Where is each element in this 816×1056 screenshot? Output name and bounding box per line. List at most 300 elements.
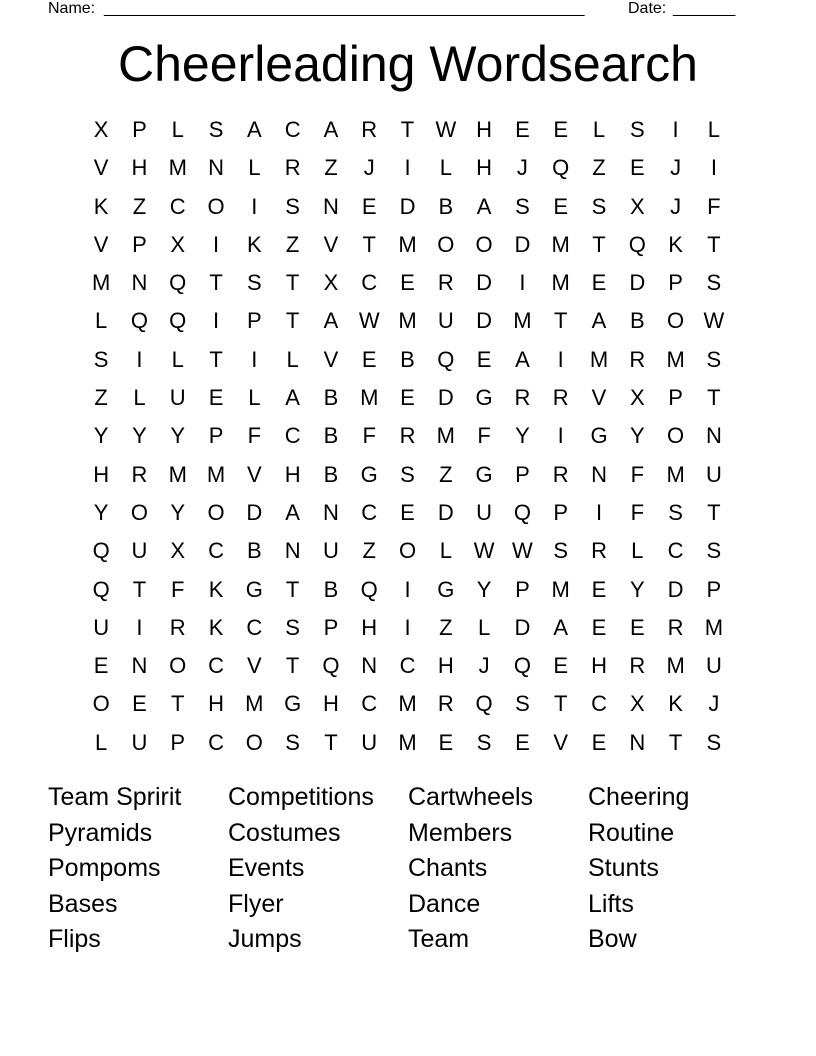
grid-letter: E — [515, 729, 530, 755]
grid-letter: Z — [94, 385, 108, 411]
grid-letter: M — [513, 308, 532, 334]
grid-letter: X — [629, 691, 645, 717]
grid-letter: T — [285, 653, 300, 679]
grid-letter: N — [131, 270, 148, 296]
grid-letter: X — [170, 231, 186, 257]
grid-letter: L — [171, 346, 184, 372]
grid-letter: D — [514, 614, 531, 640]
grid-letter: M — [360, 385, 379, 411]
grid-letter: Y — [629, 576, 645, 602]
grid-letter: F — [707, 193, 721, 219]
grid-letter: T — [707, 499, 721, 525]
grid-letter: F — [362, 423, 376, 449]
grid-letter: R — [629, 653, 646, 679]
grid-letter: K — [668, 691, 683, 717]
grid-letter: N — [705, 423, 722, 449]
grid-letter: L — [95, 308, 108, 334]
grid-letter: Q — [475, 691, 493, 717]
grid-letter: E — [515, 117, 530, 142]
word-list-item: Costumes — [228, 818, 341, 847]
grid-letter: O — [169, 653, 187, 679]
word-list-item: Team — [408, 925, 470, 954]
grid-letter: R — [284, 155, 301, 181]
grid-letter: Z — [324, 155, 338, 181]
grid-letter: C — [208, 729, 224, 755]
letter-grid — [82, 111, 734, 762]
grid-letter: H — [93, 461, 110, 487]
grid-letter: B — [629, 308, 645, 334]
grid-letter: M — [398, 231, 417, 257]
grid-letter: M — [206, 461, 226, 487]
grid-letter: G — [284, 691, 302, 717]
grid-letter: C — [361, 691, 378, 717]
grid-letter: G — [437, 576, 455, 602]
grid-letter: E — [591, 614, 607, 640]
grid-letter: T — [324, 729, 338, 755]
grid-letter: X — [629, 193, 645, 219]
grid-letter: Z — [285, 231, 300, 257]
grid-letter: M — [704, 614, 724, 640]
grid-letter: W — [473, 538, 495, 564]
grid-letter: D — [437, 385, 454, 411]
grid-letter: V — [246, 653, 262, 679]
grid-letter: L — [707, 117, 721, 142]
grid-letter: T — [707, 385, 721, 411]
grid-letter: M — [436, 423, 455, 449]
grid-letter: P — [170, 729, 186, 755]
grid-letter: V — [323, 231, 339, 257]
grid-letter: T — [209, 270, 223, 296]
grid-letter: M — [551, 270, 570, 296]
grid-letter: E — [361, 346, 377, 372]
grid-letter: P — [132, 117, 147, 142]
grid-letter: F — [630, 499, 645, 525]
grid-letter: Y — [170, 423, 186, 449]
grid-letter: E — [438, 729, 454, 755]
grid-letter: W — [512, 538, 533, 564]
grid-letter: Y — [515, 423, 530, 449]
grid-letter: F — [477, 423, 491, 449]
word-list-item: Members — [408, 818, 513, 847]
grid-letter: P — [246, 308, 262, 334]
grid-letter: J — [670, 155, 682, 181]
grid-letter: U — [169, 385, 186, 411]
grid-letter: M — [666, 346, 685, 372]
grid-letter: Q — [513, 653, 531, 679]
word-list-item: Bow — [588, 925, 637, 954]
grid-letter: S — [285, 193, 300, 219]
grid-letter: A — [246, 117, 262, 142]
word-list-item: Competitions — [228, 783, 374, 811]
grid-letter: L — [631, 538, 644, 564]
grid-letter: E — [400, 385, 415, 411]
grid-letter: Y — [629, 423, 645, 449]
grid-letter: D — [399, 193, 416, 219]
grid-letter: Y — [93, 499, 109, 525]
grid-letter: L — [439, 538, 452, 564]
grid-letter: Y — [476, 576, 492, 602]
grid-letter: I — [136, 614, 143, 640]
grid-letter: C — [208, 538, 224, 564]
grid-letter: G — [245, 576, 263, 602]
grid-letter: G — [475, 385, 493, 411]
grid-letter: I — [404, 576, 411, 602]
date-label: Date: — [628, 0, 667, 17]
grid-letter: L — [477, 614, 491, 640]
word-list-item: Flyer — [228, 889, 284, 918]
grid-letter: M — [666, 653, 685, 679]
grid-letter: S — [285, 729, 300, 755]
grid-letter: D — [629, 270, 646, 296]
grid-letter: A — [553, 614, 569, 640]
grid-letter: T — [285, 576, 300, 602]
grid-letter: I — [519, 270, 526, 296]
grid-letter: J — [670, 193, 682, 219]
word-list-item: Pompoms — [48, 854, 161, 883]
grid-letter: W — [703, 308, 725, 334]
grid-letter: U — [131, 538, 148, 564]
grid-letter: T — [668, 729, 683, 755]
grid-letter: E — [132, 691, 147, 717]
word-list-item: Team Spririt — [48, 783, 182, 811]
word-list-item: Lifts — [588, 889, 634, 918]
grid-letter: T — [553, 691, 568, 717]
grid-letter: D — [246, 499, 263, 525]
grid-letter: M — [398, 729, 417, 755]
grid-letter: T — [285, 308, 300, 334]
grid-letter: O — [667, 308, 685, 334]
grid-letter: H — [437, 653, 454, 679]
grid-letter: S — [706, 729, 722, 755]
grid-letter: S — [629, 117, 645, 142]
grid-letter: P — [323, 614, 339, 640]
grid-letter: Q — [169, 308, 187, 334]
grid-letter: C — [667, 538, 684, 564]
grid-letter: E — [591, 729, 607, 755]
grid-letter: V — [246, 461, 262, 487]
grid-letter: H — [131, 155, 148, 181]
grid-letter: K — [668, 231, 683, 257]
grid-letter: H — [322, 691, 339, 717]
word-list-item: Stunts — [588, 854, 659, 883]
grid-letter: E — [629, 155, 645, 181]
grid-letter: E — [591, 576, 607, 602]
grid-letter: S — [246, 270, 262, 296]
grid-letter: Q — [437, 346, 455, 372]
grid-letter: S — [400, 461, 415, 487]
grid-letter: U — [705, 461, 722, 487]
grid-letter: T — [132, 576, 147, 602]
word-list-item: Cheering — [588, 783, 690, 811]
grid-letter: Q — [360, 576, 378, 602]
grid-letter: Z — [439, 461, 453, 487]
grid-letter: O — [92, 691, 110, 717]
grid-letter: H — [591, 653, 607, 679]
grid-letter: I — [404, 155, 411, 181]
grid-letter: J — [478, 653, 490, 679]
grid-row — [82, 188, 734, 226]
word-list-item: Chants — [408, 854, 488, 883]
grid-letter: Z — [362, 538, 376, 564]
grid-row — [82, 685, 734, 723]
grid-letter: B — [246, 538, 262, 564]
grid-letter: L — [133, 385, 146, 411]
grid-letter: M — [168, 155, 187, 181]
grid-letter: M — [91, 270, 111, 296]
grid-letter: H — [208, 691, 224, 717]
grid-row — [82, 379, 734, 417]
word-list-item: Dance — [408, 889, 481, 918]
grid-letter: L — [592, 117, 606, 142]
name-label: Name: — [48, 0, 96, 17]
grid-letter: I — [251, 346, 258, 372]
grid-letter: S — [515, 691, 530, 717]
word-list-item: Events — [228, 854, 305, 883]
grid-letter: O — [130, 499, 148, 525]
grid-row — [82, 149, 734, 187]
grid-letter: U — [476, 499, 493, 525]
grid-letter: D — [476, 308, 493, 334]
grid-letter: O — [475, 231, 493, 257]
grid-row — [82, 647, 734, 685]
grid-letter: G — [590, 423, 608, 449]
grid-letter: U — [93, 614, 110, 640]
word-list-item: Routine — [588, 818, 675, 847]
grid-row — [82, 226, 734, 264]
grid-letter: S — [706, 538, 722, 564]
grid-letter: B — [323, 461, 339, 487]
grid-letter: Z — [592, 155, 606, 181]
word-list-item: Cartwheels — [408, 783, 534, 811]
grid-letter: G — [475, 461, 493, 487]
grid-letter: K — [246, 231, 262, 257]
grid-letter: Q — [322, 653, 340, 679]
grid-row — [82, 264, 734, 302]
grid-letter: I — [404, 614, 411, 640]
grid-letter: P — [706, 576, 722, 602]
grid-letter: M — [551, 576, 570, 602]
grid-row — [82, 417, 734, 455]
grid-letter: E — [476, 346, 492, 372]
grid-letter: F — [630, 461, 645, 487]
grid-row — [82, 341, 734, 379]
grid-letter: I — [557, 346, 564, 372]
grid-letter: S — [93, 346, 109, 372]
grid-letter: T — [707, 231, 721, 257]
grid-letter: I — [595, 499, 603, 525]
grid-letter: S — [591, 193, 607, 219]
grid-letter: R — [399, 423, 416, 449]
grid-letter: C — [399, 653, 416, 679]
grid-letter: U — [322, 538, 339, 564]
grid-row — [82, 532, 734, 570]
grid-letter: N — [591, 461, 607, 487]
grid-letter: H — [284, 461, 301, 487]
grid-row — [82, 609, 734, 647]
grid-row — [82, 111, 734, 149]
word-list-item: Jumps — [228, 925, 302, 954]
grid-letter: R — [437, 270, 454, 296]
grid-letter: Z — [439, 614, 453, 640]
grid-letter: D — [514, 231, 531, 257]
name-blank-line: ______________________________________________________ — [104, 0, 585, 17]
grid-letter: K — [93, 193, 109, 219]
grid-letter: P — [132, 231, 147, 257]
grid-letter: S — [285, 614, 300, 640]
grid-letter: S — [706, 346, 722, 372]
grid-letter: C — [246, 614, 263, 640]
grid-letter: A — [323, 308, 339, 334]
grid-letter: I — [136, 346, 143, 372]
grid-letter: Q — [92, 538, 110, 564]
grid-letter: V — [553, 729, 569, 755]
grid-letter: C — [361, 499, 378, 525]
grid-letter: E — [553, 117, 569, 142]
grid-letter: A — [476, 193, 492, 219]
grid-letter: N — [361, 653, 378, 679]
grid-letter: T — [553, 308, 568, 334]
grid-letter: A — [515, 346, 530, 372]
grid-letter: L — [95, 729, 108, 755]
grid-letter: S — [208, 117, 224, 142]
grid-letter: F — [247, 423, 262, 449]
grid-letter: O — [667, 423, 685, 449]
grid-letter: G — [360, 461, 378, 487]
grid-letter: R — [437, 691, 454, 717]
grid-letter: A — [323, 117, 339, 142]
grid-letter: V — [591, 385, 607, 411]
grid-letter: E — [629, 614, 645, 640]
grid-letter: P — [208, 423, 224, 449]
grid-letter: J — [363, 155, 375, 181]
grid-letter: O — [207, 499, 225, 525]
grid-letter: I — [557, 423, 564, 449]
grid-letter: J — [516, 155, 528, 181]
grid-letter: Q — [169, 270, 187, 296]
grid-letter: Q — [130, 308, 148, 334]
grid-letter: B — [400, 346, 415, 372]
grid-letter: R — [552, 461, 569, 487]
grid-letter: X — [323, 270, 339, 296]
grid-letter: K — [208, 614, 224, 640]
grid-letter: R — [591, 538, 607, 564]
grid-letter: Q — [92, 576, 110, 602]
grid-letter: O — [245, 729, 263, 755]
grid-letter: L — [248, 385, 261, 411]
word-list-item: Flips — [48, 925, 101, 954]
header-line — [48, 0, 748, 20]
grid-letter: V — [93, 231, 109, 257]
grid-letter: N — [629, 729, 646, 755]
grid-letter: R — [169, 614, 186, 640]
grid-letter: E — [361, 193, 377, 219]
grid-letter: X — [93, 117, 109, 142]
grid-letter: L — [439, 155, 452, 181]
grid-row — [82, 571, 734, 609]
grid-letter: A — [285, 385, 300, 411]
page-title: Cheerleading Wordsearch — [118, 36, 698, 92]
grid-letter: X — [170, 538, 186, 564]
grid-letter: H — [476, 155, 493, 181]
grid-letter: C — [169, 193, 186, 219]
grid-letter: Q — [513, 499, 531, 525]
grid-letter: C — [284, 423, 301, 449]
grid-letter: C — [208, 653, 224, 679]
grid-letter: I — [212, 231, 220, 257]
grid-letter: M — [245, 691, 264, 717]
grid-letter: U — [705, 653, 722, 679]
grid-letter: Y — [132, 423, 147, 449]
grid-letter: R — [629, 346, 646, 372]
grid-letter: T — [592, 231, 606, 257]
grid-letter: I — [672, 117, 679, 142]
grid-letter: T — [400, 117, 415, 142]
grid-row — [82, 456, 734, 494]
grid-letter: V — [323, 346, 339, 372]
grid-letter: V — [93, 155, 109, 181]
grid-letter: X — [629, 385, 645, 411]
grid-letter: H — [476, 117, 493, 142]
grid-letter: U — [131, 729, 148, 755]
grid-letter: T — [285, 270, 300, 296]
date-blank-line: _______ — [673, 0, 736, 17]
word-list — [48, 780, 768, 958]
grid-letter: H — [361, 614, 378, 640]
grid-letter: D — [667, 576, 684, 602]
grid-letter: M — [666, 461, 685, 487]
grid-letter: U — [437, 308, 454, 334]
grid-letter: Q — [628, 231, 646, 257]
grid-letter: P — [668, 385, 683, 411]
grid-letter: E — [553, 653, 569, 679]
grid-letter: U — [361, 729, 378, 755]
grid-letter: W — [435, 117, 457, 142]
grid-letter: P — [515, 461, 530, 487]
grid-letter: F — [171, 576, 185, 602]
grid-letter: C — [591, 691, 607, 717]
grid-letter: T — [209, 346, 223, 372]
grid-letter: A — [591, 308, 607, 334]
grid-letter: D — [437, 499, 454, 525]
grid-letter: B — [323, 385, 339, 411]
grid-letter: S — [476, 729, 492, 755]
grid-letter: S — [515, 193, 530, 219]
grid-letter: N — [322, 499, 339, 525]
grid-letter: R — [667, 614, 684, 640]
grid-letter: C — [361, 270, 378, 296]
grid-letter: L — [248, 155, 261, 181]
grid-letter: P — [553, 499, 569, 525]
grid-letter: P — [668, 270, 683, 296]
grid-letter: I — [251, 193, 258, 219]
grid-letter: R — [552, 385, 569, 411]
grid-letter: C — [284, 117, 301, 142]
word-list-item: Pyramids — [48, 818, 153, 847]
grid-letter: N — [322, 193, 339, 219]
grid-letter: M — [398, 308, 417, 334]
grid-letter: Y — [170, 499, 186, 525]
grid-letter: O — [437, 231, 455, 257]
grid-letter: E — [553, 193, 569, 219]
grid-letter: Z — [132, 193, 147, 219]
grid-letter: M — [398, 691, 417, 717]
grid-letter: S — [706, 270, 722, 296]
grid-letter: R — [131, 461, 148, 487]
grid-letter: B — [438, 193, 454, 219]
grid-letter: S — [553, 538, 569, 564]
grid-letter: N — [284, 538, 301, 564]
grid-letter: T — [171, 691, 185, 717]
